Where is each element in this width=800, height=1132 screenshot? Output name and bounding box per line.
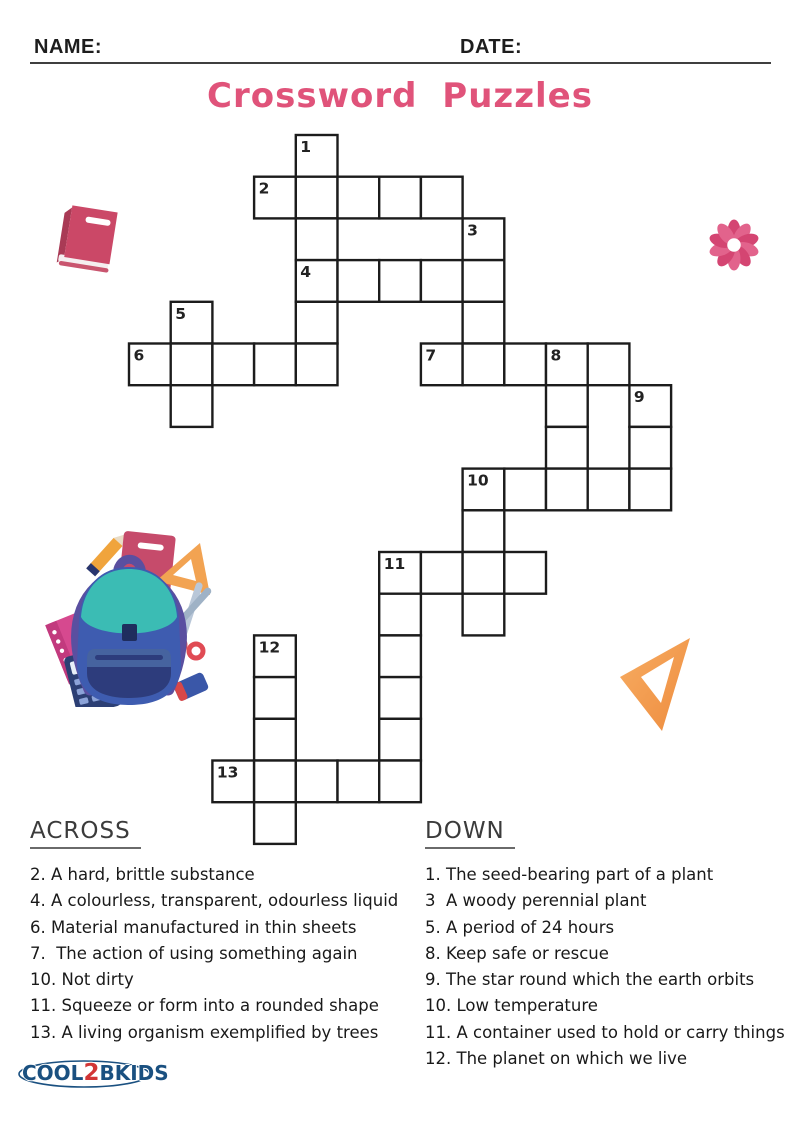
grid-cell[interactable] — [629, 427, 671, 469]
clue-number: 2 — [258, 179, 270, 198]
grid-cell[interactable] — [379, 635, 421, 677]
date-label: DATE: — [460, 36, 523, 58]
down-clue: 8. Keep safe or rescue — [425, 943, 609, 963]
crossword-grid — [120, 126, 681, 853]
grid-cell[interactable] — [296, 177, 338, 219]
grid-cell[interactable] — [546, 469, 588, 511]
grid-cell[interactable] — [463, 552, 505, 594]
name-date-input-line[interactable] — [30, 62, 771, 64]
backpack-icon — [40, 517, 218, 707]
clue-number: 13 — [216, 763, 239, 782]
across-clue-list — [30, 862, 430, 1046]
down-clue-list — [425, 862, 797, 1072]
grid-cell[interactable] — [338, 761, 380, 803]
across-clue: 4. A colourless, transparent, odourless liquid — [30, 891, 399, 911]
triangle-ruler-icon — [612, 630, 707, 736]
grid-cell[interactable] — [504, 552, 546, 594]
grid-cell[interactable] — [254, 761, 296, 803]
across-clue: 13. A living organism exemplified by trees — [30, 1022, 379, 1042]
across-clue: 2. A hard, brittle substance — [30, 865, 255, 884]
clue-number: 7 — [425, 346, 437, 365]
grid-cell[interactable] — [296, 302, 338, 344]
grid-cell[interactable] — [421, 177, 463, 219]
down-clue: 11. A container used to hold or carry things — [425, 1022, 785, 1042]
down-clue: 10. Low temperature — [425, 996, 598, 1016]
grid-cell[interactable] — [463, 594, 505, 636]
down-clue: 9. The star round which the earth orbits — [425, 970, 755, 990]
grid-cell[interactable] — [379, 761, 421, 803]
page-title: Crossword Puzzles — [207, 76, 593, 116]
across-clue: 11. Squeeze or form into a rounded shape — [30, 996, 379, 1016]
logo-text: COOL2BKIDS — [22, 1060, 169, 1086]
down-header: DOWN — [425, 818, 515, 849]
grid-cell[interactable] — [379, 177, 421, 219]
clue-number: 6 — [133, 346, 145, 365]
down-clue: 5. A period of 24 hours — [425, 917, 615, 937]
grid-cell[interactable] — [463, 344, 505, 386]
across-clue: 10. Not dirty — [30, 970, 134, 990]
grid-cell[interactable] — [546, 427, 588, 469]
clue-number: 11 — [383, 555, 406, 573]
clue-number: 9 — [633, 388, 645, 407]
grid-cell[interactable] — [546, 385, 588, 427]
grid-cell[interactable] — [421, 260, 463, 302]
grid-cell[interactable] — [254, 719, 296, 761]
grid-cell[interactable] — [463, 510, 505, 552]
grid-cell[interactable] — [421, 552, 463, 594]
clue-number: 12 — [258, 638, 281, 657]
grid-cell[interactable] — [463, 260, 505, 302]
grid-cell[interactable] — [379, 677, 421, 719]
grid-cell[interactable] — [296, 761, 338, 803]
grid-cell[interactable] — [588, 469, 630, 511]
clue-number: 10 — [467, 471, 489, 490]
grid-cell[interactable] — [504, 469, 546, 511]
grid-cell[interactable] — [212, 344, 254, 386]
flower-icon — [708, 219, 760, 271]
clue-number: 3 — [467, 221, 478, 240]
clue-number: 1 — [300, 138, 312, 156]
grid-cell[interactable] — [463, 302, 505, 344]
grid-cell[interactable] — [588, 344, 630, 386]
down-clue: 12. The planet on which we live — [425, 1049, 687, 1069]
grid-cell[interactable] — [296, 344, 338, 386]
grid-cell[interactable] — [379, 260, 421, 302]
grid-cell[interactable] — [171, 385, 213, 427]
book-icon — [56, 204, 122, 276]
across-section — [30, 818, 430, 1046]
down-clue: 1. The seed-bearing part of a plant — [425, 865, 714, 884]
name-label: NAME: — [34, 36, 103, 58]
grid-cell[interactable] — [379, 719, 421, 761]
grid-cell[interactable] — [171, 344, 213, 386]
across-clue: 6. Material manufactured in thin sheets — [30, 917, 357, 937]
clue-number: 5 — [175, 304, 186, 323]
grid-cell[interactable] — [379, 594, 421, 636]
down-clue: 3 A woody perennial plant — [425, 891, 647, 911]
down-section — [425, 818, 797, 1072]
grid-cell[interactable] — [254, 344, 296, 386]
grid-cell[interactable] — [254, 677, 296, 719]
cool2bkids-logo — [16, 1054, 169, 1092]
across-header: ACROSS — [30, 818, 141, 849]
grid-cell[interactable] — [338, 260, 380, 302]
across-clue: 7. The action of using something again — [30, 943, 358, 963]
grid-cell[interactable] — [338, 177, 380, 219]
clue-number: 8 — [550, 346, 562, 365]
grid-cell[interactable] — [296, 218, 338, 260]
clue-number: 4 — [300, 263, 312, 282]
grid-cell[interactable] — [629, 469, 671, 511]
grid-cell[interactable] — [504, 344, 546, 386]
